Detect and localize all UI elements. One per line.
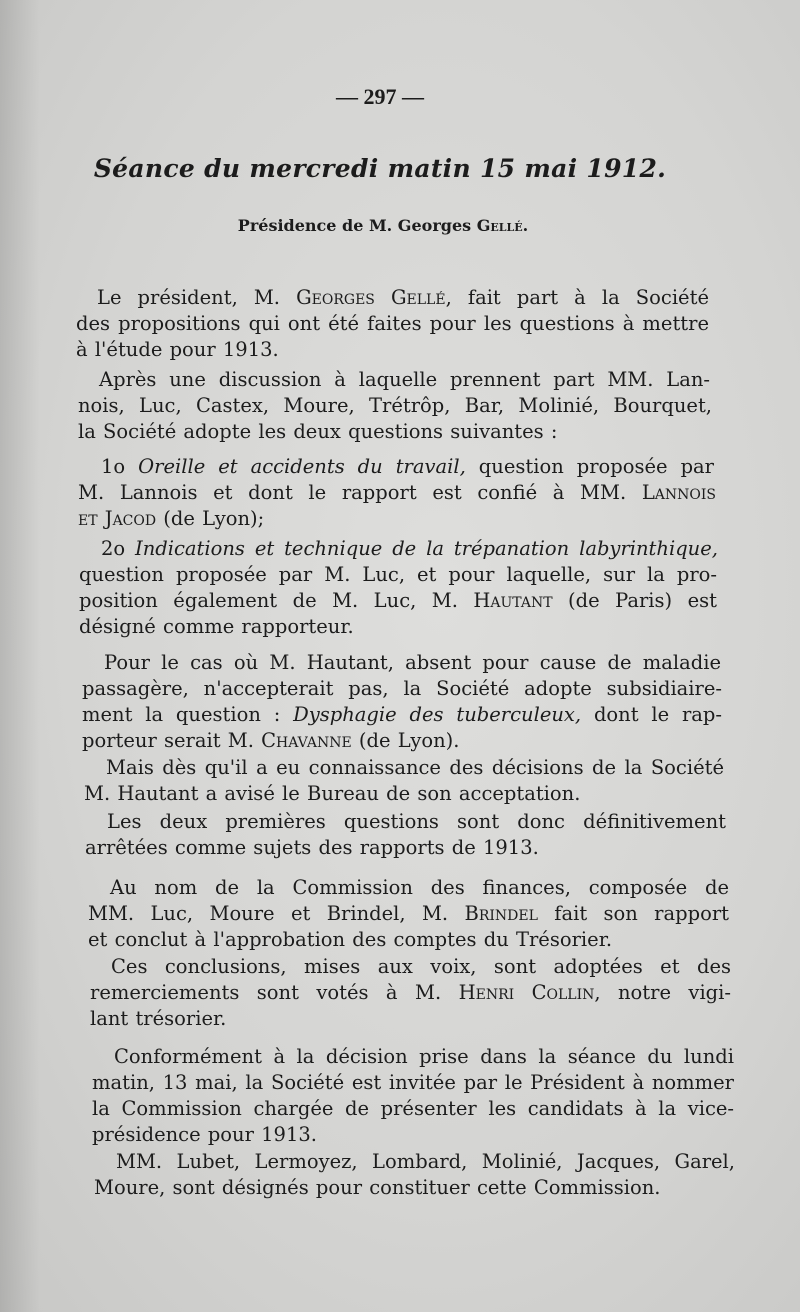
person-name: Chavanne xyxy=(261,729,352,752)
text-line: Mais dès qu'il a eu connaissance des décisions de la Société xyxy=(106,756,724,779)
text-line: présidence pour 1913. xyxy=(92,1123,317,1146)
text-span: question proposée par xyxy=(465,455,714,478)
text-line xyxy=(79,591,717,611)
person-name: Brindel xyxy=(464,902,538,925)
text-line: des propositions qui ont été faites pour les questions à mettre xyxy=(76,312,709,335)
text-line: la Commission chargée de présenter les candidats à la vice- xyxy=(92,1097,734,1120)
text-line: MM. Lubet, Lermoyez, Lombard, Molinié, Jacques, Garel, xyxy=(116,1150,735,1173)
person-name: Lannois xyxy=(641,481,716,504)
question-title: Dysphagie des tuberculeux, xyxy=(293,703,582,726)
text-line: Après une discussion à laquelle prennent part MM. Lan- xyxy=(99,368,710,391)
person-name: Henri Collin xyxy=(458,981,595,1004)
text-line xyxy=(101,539,718,559)
question-title: Oreille et accidents du travail, xyxy=(138,455,466,478)
text-span: fait son rapport xyxy=(537,902,729,925)
text-span: (de Lyon). xyxy=(351,729,460,752)
text-line: lant trésorier. xyxy=(90,1007,227,1030)
page-number: — 297 — xyxy=(336,84,424,109)
person-name: Hautant xyxy=(473,589,553,612)
presidency-prefix: Présidence de M. Georges xyxy=(237,216,477,235)
text-line: la Société adopte les deux questions suivantes : xyxy=(78,420,558,443)
text-span: (de Lyon); xyxy=(156,507,265,530)
text-line: à l'étude pour 1913. xyxy=(76,338,279,361)
president-name: Gellé. xyxy=(476,216,529,235)
text-line: Ces conclusions, mises aux voix, sont adoptées et des xyxy=(111,955,731,978)
person-name: et Jacod xyxy=(78,507,157,530)
text-span: 1o xyxy=(101,455,139,478)
text-line: question proposée par M. Luc, et pour laquelle, sur la pro- xyxy=(79,563,717,586)
text-line: Moure, sont désignés pour constituer cette Commission. xyxy=(94,1176,661,1199)
text-line: nois, Luc, Castex, Moure, Trétrôp, Bar, Molinié, Bourquet, xyxy=(78,394,712,417)
page-edge-shadow xyxy=(0,0,40,1312)
person-name: Georges Gellé xyxy=(296,286,446,309)
text-line: Les deux premières questions sont donc définitivement xyxy=(107,810,726,833)
text-span: dont le rap- xyxy=(581,703,722,726)
session-title: Séance du mercredi matin 15 mai 1912. xyxy=(93,154,667,183)
text-line: passagère, n'accepterait pas, la Société adopte subsidiaire- xyxy=(82,677,722,700)
text-line: Conformément à la décision prise dans la séance du lundi xyxy=(114,1045,734,1068)
presidency-line xyxy=(0,216,766,235)
text-line xyxy=(82,705,722,725)
text-span: porteur serait M. xyxy=(82,729,262,752)
text-line: et conclut à l'approbation des comptes du Trésorier. xyxy=(88,928,613,951)
text-line: M. Hautant a avisé le Bureau de son acceptation. xyxy=(84,782,581,805)
text-span: M. Lannois et dont le rapport est confié à MM. xyxy=(78,481,642,504)
question-title: Indications et technique de la trépanation labyrinthique, xyxy=(135,537,718,560)
text-span: , notre vigi- xyxy=(594,981,731,1004)
text-span: 2o xyxy=(101,537,136,560)
text-line xyxy=(101,457,714,477)
text-line: matin, 13 mai, la Société est invitée par le Président à nommer xyxy=(92,1071,734,1094)
text-line xyxy=(88,904,729,924)
text-span: position également de M. Luc, M. xyxy=(79,589,474,612)
text-line xyxy=(97,288,709,308)
text-span: MM. Luc, Moure et Brindel, M. xyxy=(88,902,465,925)
text-line xyxy=(78,483,716,503)
text-line xyxy=(90,983,731,1003)
text-line: désigné comme rapporteur. xyxy=(79,615,354,638)
text-line xyxy=(78,509,264,529)
text-span: remerciements sont votés à M. xyxy=(90,981,459,1004)
text-span: (de Paris) est xyxy=(552,589,717,612)
text-line xyxy=(82,731,459,751)
text-span: , fait part à la Société xyxy=(445,286,709,309)
text-line: Au nom de la Commission des finances, composée de xyxy=(110,876,729,899)
text-line: arrêtées comme sujets des rapports de 1913. xyxy=(85,836,539,859)
text-line: Pour le cas où M. Hautant, absent pour cause de maladie xyxy=(104,651,721,674)
text-span: Le président, M. xyxy=(97,286,297,309)
text-span: ment la question : xyxy=(82,703,294,726)
